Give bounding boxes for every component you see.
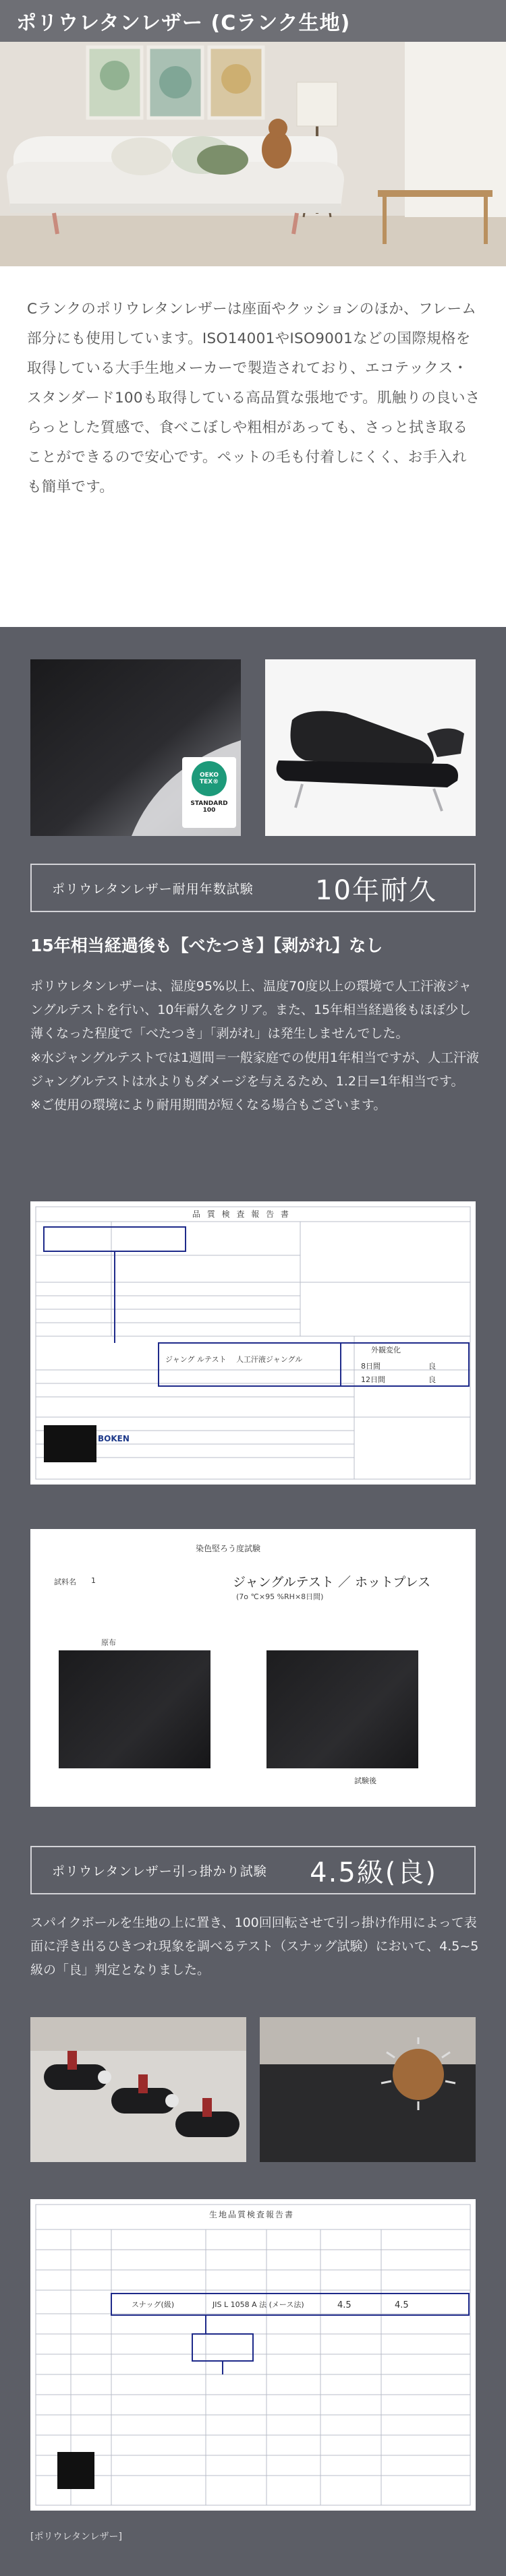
durability-text-3: ※ご使用の環境により耐用期間が短くなる場合もございます。	[30, 1098, 387, 1112]
black-sofa-photo	[265, 659, 476, 836]
snag-test-label: ポリウレタンレザー引っ掛かり試験	[52, 1863, 267, 1879]
quality-report-r1-days: 8日間	[361, 1362, 381, 1371]
quality-report-col-header: 外観変化	[371, 1346, 401, 1354]
page-title: ポリウレタンレザー (Cランク生地)	[16, 11, 351, 35]
durability-test-label: ポリウレタンレザー耐用年数試験	[52, 881, 254, 897]
tested-fabric-sample	[266, 1650, 418, 1768]
jungle-sheet-right-label: 試験後	[354, 1776, 376, 1785]
intro-section	[0, 266, 506, 627]
leather-swatch-photo	[30, 659, 241, 836]
jungle-sheet-sample: 試料名	[54, 1578, 76, 1586]
jungle-test-sheet	[30, 1529, 476, 1807]
jungle-sheet-left-label: 原布	[101, 1638, 116, 1647]
living-room-illustration	[0, 42, 506, 266]
quality-report-row-label: ジャング ルテスト	[165, 1355, 227, 1364]
fabric-quality-report	[30, 2199, 476, 2511]
fabric-sample-swatch	[44, 1425, 96, 1462]
intro-text: Cランクのポリウレタンレザーは座面やクッションのほか、フレーム部分にも使用しています。ISO14001やISO9001などの国際規格を取得している大手生地メーカーで製造されており、エコテックス・スタンダード100も取得している高品質な張地です。肌触りの良いさらっとした質感で、食べこぼしや粗相があっても、さっと拭き取ることができるので安心です。ペットの毛も付着しにくく、お手入れも簡単です。	[27, 301, 480, 496]
spike-ball-photo	[260, 2017, 476, 2162]
fabric-report-row-label: スナッグ(級)	[132, 2300, 175, 2309]
original-fabric-sample	[59, 1650, 210, 1768]
fabric-report-value-2: 4.5	[395, 2300, 409, 2310]
quality-report-r2-result: 良	[428, 1375, 436, 1384]
fabric-sample-swatch	[57, 2452, 94, 2489]
fabric-report-value-1: 4.5	[337, 2300, 352, 2310]
durability-text-1: ポリウレタンレザーは、湿度95%以上、温度70度以上の環境で人工汗液ジャングルテストを行い、10年耐久をクリア。また、15年相当経過後もほぼ少し薄くなった程度で「べたつき」「剥がれ」は発生しませんでした。	[30, 979, 472, 1041]
jungle-sheet-header: 染色堅ろう度試験	[196, 1544, 261, 1553]
quality-report-document	[30, 1201, 476, 1485]
jungle-sheet-conditions: (7o ℃×95 %RH×8日間)	[236, 1592, 324, 1601]
hero-photo	[0, 42, 506, 266]
oeko-tex-logo: OEKO TEX®	[192, 761, 227, 796]
snag-machine-photo	[30, 2017, 246, 2162]
page-title-bar	[0, 0, 506, 42]
snag-test-text: スパイクボールを生地の上に置き、100回回転させて引っ掛け作用によって表面に浮き出るひきつれ現象を調べるテスト（スナッグ試験）において、4.5~5級の「良」判定となりました。	[30, 1915, 479, 1977]
durability-test-value: 10年耐久	[315, 874, 437, 906]
durability-text-2: ※水ジャングルテストでは1週間＝一般家庭での使用1年相当ですが、人工汗液ジャングルテストは水よりもダメージを与えるため、1.2日=1年相当です。	[30, 1050, 480, 1089]
quality-report-r1-result: 良	[428, 1362, 436, 1371]
oeko-tex-badge: OEKO TEX® STANDARD 100	[182, 757, 236, 828]
quality-report-r2-days: 12日間	[361, 1375, 385, 1384]
quality-report-row-sub: 人工汗液ジャングル	[236, 1355, 303, 1364]
jungle-sheet-sample-no: 1	[91, 1576, 96, 1585]
jungle-sheet-title: ジャングルテスト ／ ホットプレス	[233, 1575, 431, 1590]
durability-headline: 15年相当経過後も【べたつき】【剥がれ】なし	[30, 936, 383, 955]
snag-test-box	[30, 1846, 476, 1894]
fabric-report-title: 生地品質検査報告書	[209, 2210, 295, 2219]
durability-test-box	[30, 864, 476, 912]
fabric-report-method: JIS L 1058 A 法 (メース法)	[213, 2300, 304, 2309]
quality-report-title: 品 質 検 査 報 告 書	[192, 1209, 291, 1219]
snag-test-value: 4.5級(良)	[310, 1857, 437, 1888]
footer-caption: [ポリウレタンレザー]	[30, 2532, 123, 2542]
boken-logo: BOKEN	[98, 1434, 130, 1443]
